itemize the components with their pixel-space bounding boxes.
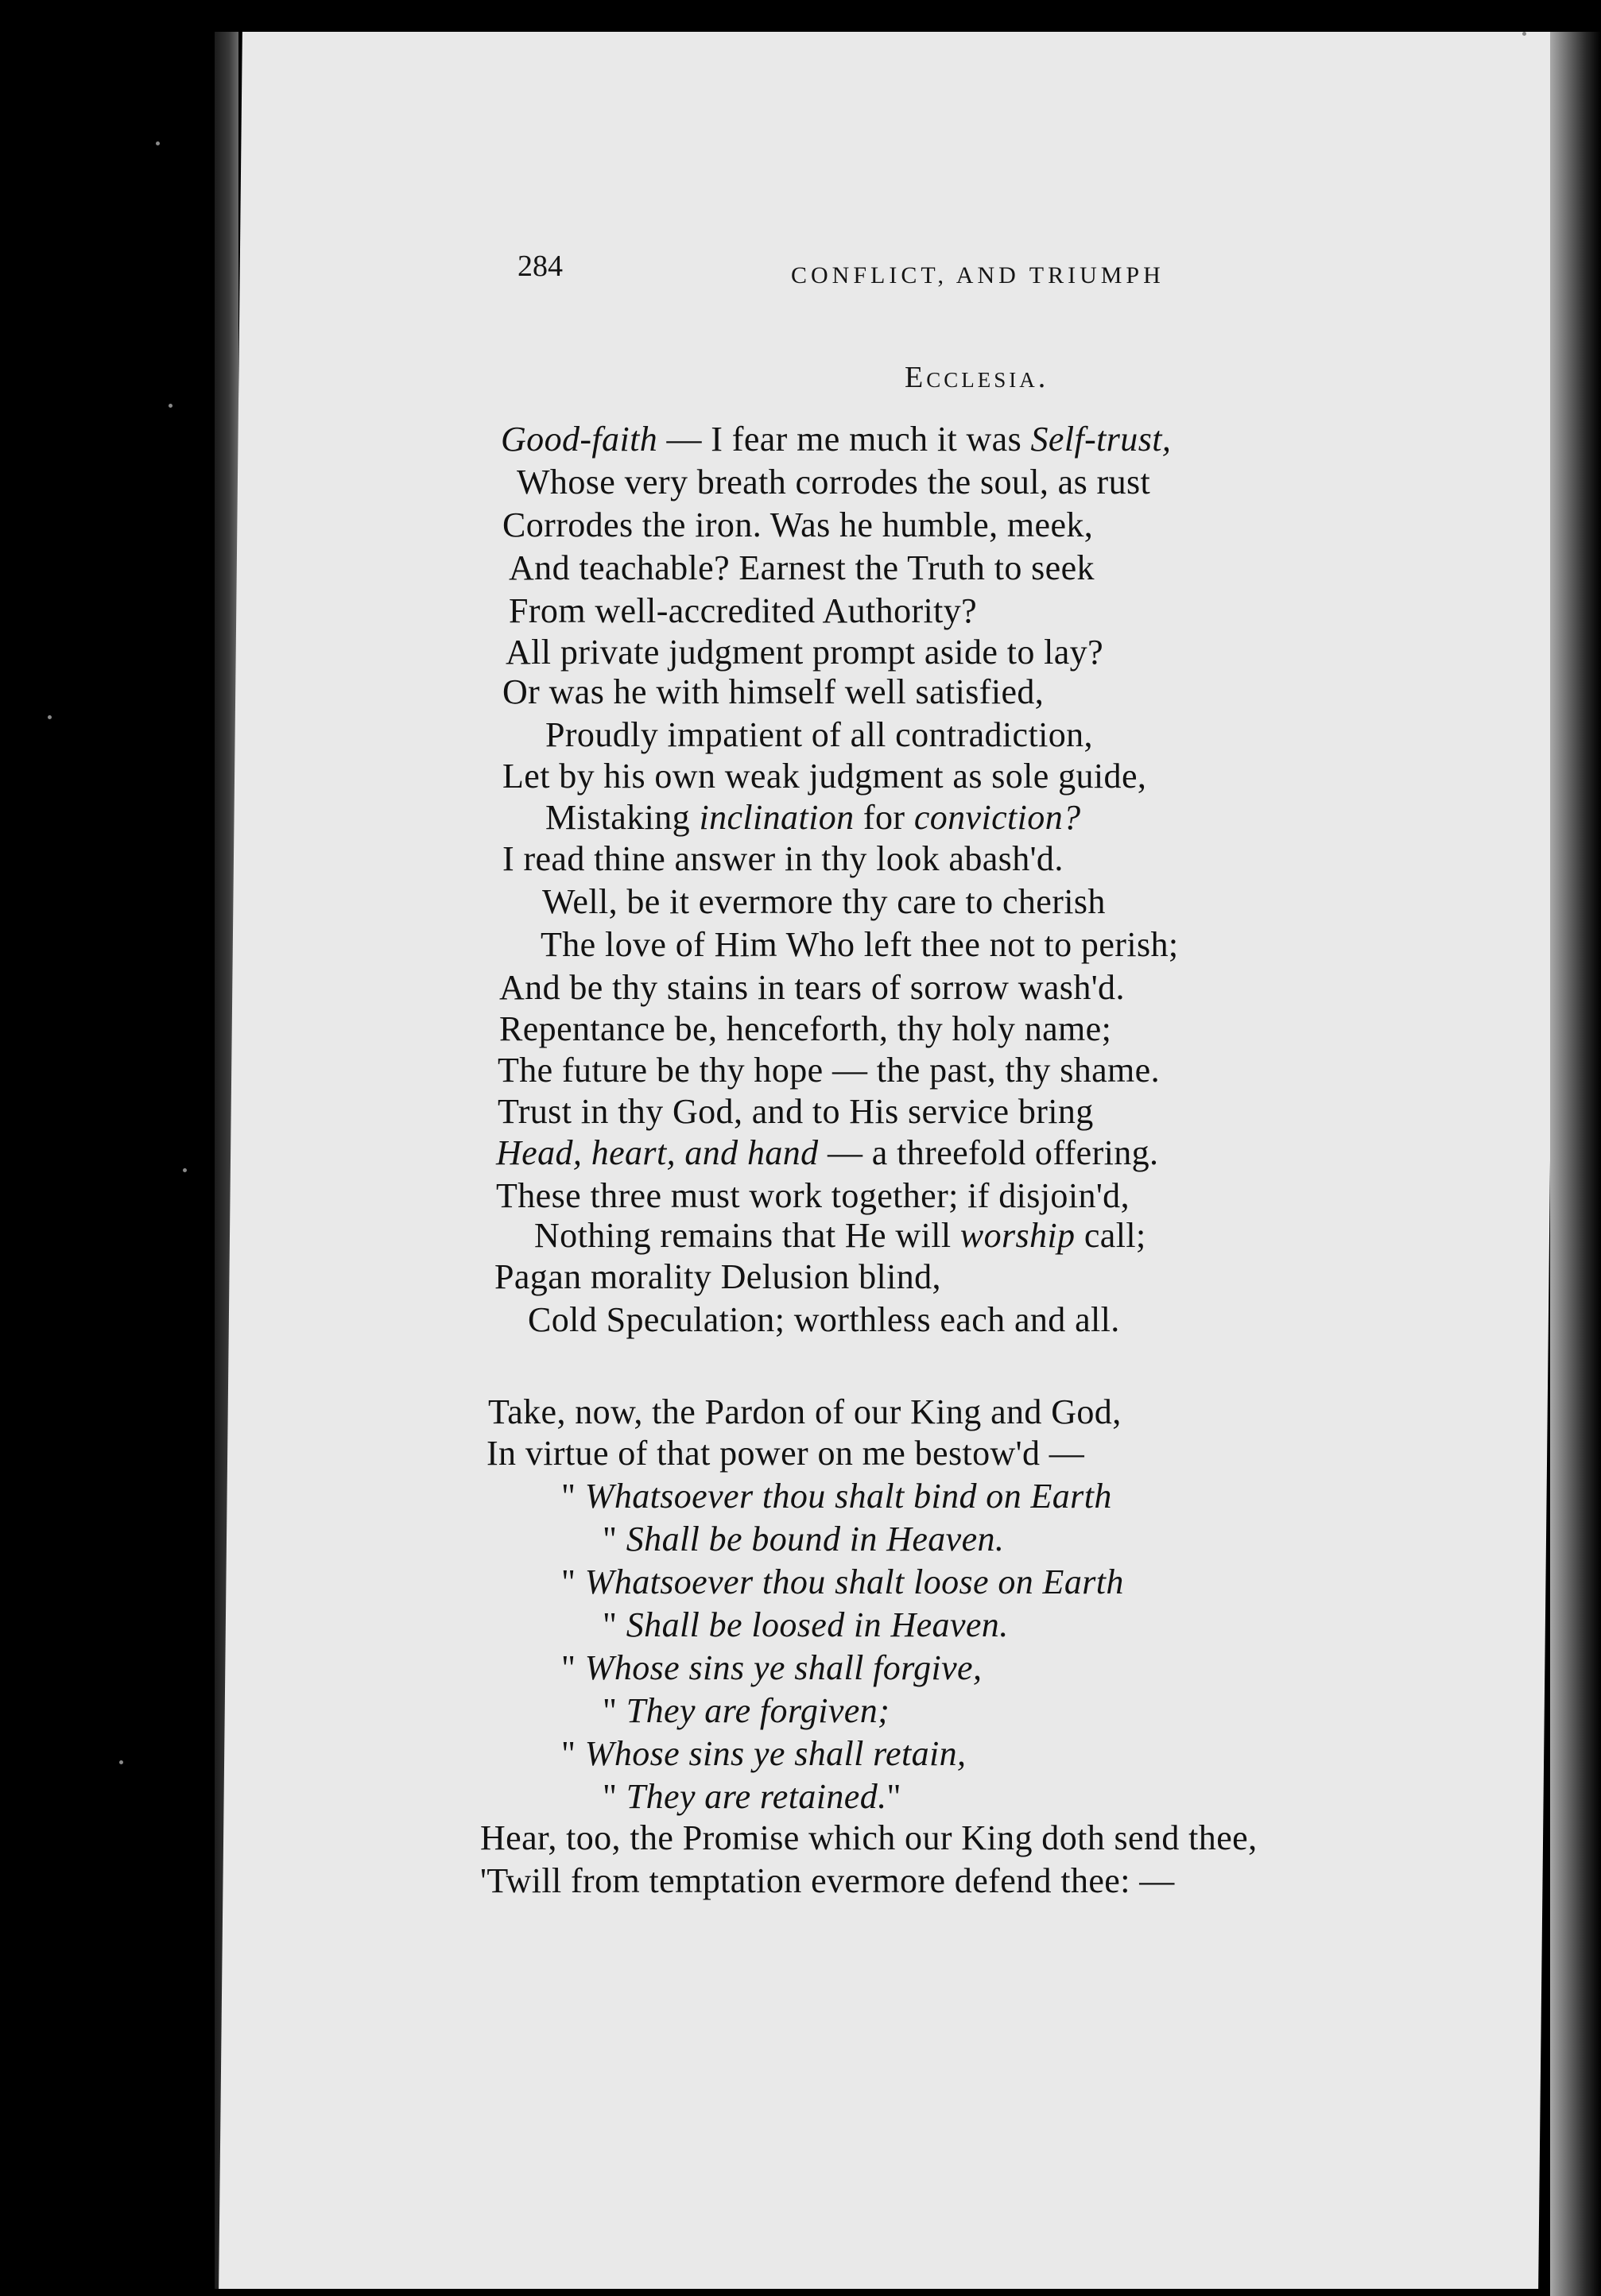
italic-text: Whose sins ye shall retain, bbox=[584, 1734, 967, 1773]
italic-text: They are forgiven; bbox=[626, 1691, 890, 1730]
roman-text: " bbox=[603, 1605, 626, 1644]
roman-text: Repentance be, henceforth, thy holy name; bbox=[499, 1009, 1112, 1048]
italic-text: Shall be loosed in Heaven. bbox=[626, 1605, 1009, 1644]
roman-text: " bbox=[886, 1777, 901, 1816]
roman-text: And be thy stains in tears of sorrow wash'd. bbox=[499, 968, 1125, 1007]
verse-line bbox=[603, 1605, 1009, 1645]
roman-text: The love of Him Who left thee not to perish; bbox=[541, 925, 1179, 964]
verse-line bbox=[496, 1176, 1130, 1216]
verse-line bbox=[541, 925, 1179, 965]
roman-text: Let by his own weak judgment as sole guide, bbox=[502, 757, 1147, 796]
verse-line bbox=[498, 1051, 1160, 1090]
roman-text: Well, be it evermore thy care to cherish bbox=[542, 882, 1106, 921]
roman-text: I read thine answer in thy look abash'd. bbox=[502, 839, 1064, 878]
roman-text: Trust in thy God, and to His service bring bbox=[498, 1092, 1094, 1131]
verse-line bbox=[499, 968, 1125, 1008]
italic-text: worship bbox=[959, 1216, 1076, 1255]
verse-line bbox=[561, 1562, 1124, 1602]
verse-line bbox=[603, 1520, 1004, 1559]
italic-text: They are retained. bbox=[626, 1777, 887, 1816]
verse-line bbox=[528, 1300, 1120, 1340]
roman-text: Take, now, the Pardon of our King and God, bbox=[488, 1392, 1122, 1431]
verse-line bbox=[498, 1092, 1094, 1132]
verse-line bbox=[502, 757, 1146, 796]
verse-line bbox=[502, 672, 1044, 712]
roman-text: From well-accredited Authority? bbox=[509, 591, 978, 630]
verse-line bbox=[561, 1648, 982, 1688]
verse-line bbox=[480, 1818, 1257, 1858]
roman-text: " bbox=[603, 1520, 626, 1558]
roman-text: Hear, too, the Promise which our King doth send thee, bbox=[480, 1818, 1258, 1857]
verse-line bbox=[603, 1777, 901, 1817]
roman-text: Proudly impatient of all contradiction, bbox=[545, 715, 1093, 754]
roman-text: All private judgment prompt aside to lay? bbox=[506, 633, 1104, 672]
roman-text: " bbox=[603, 1777, 626, 1816]
roman-text: Whose very breath corrodes the soul, as rust bbox=[517, 463, 1151, 501]
roman-text: — I fear me much it was bbox=[657, 420, 1031, 459]
italic-text: Whatsoever thou shalt loose on Earth bbox=[584, 1562, 1124, 1601]
roman-text: Pagan morality Delusion blind, bbox=[494, 1257, 941, 1296]
verse-line bbox=[488, 1392, 1122, 1432]
italic-text: Good-faith bbox=[501, 420, 658, 459]
italic-text: Self-trust, bbox=[1030, 420, 1172, 459]
verse-line bbox=[603, 1691, 890, 1731]
roman-text: Or was he with himself well satisfied, bbox=[502, 672, 1045, 711]
verse-line bbox=[545, 715, 1093, 755]
roman-text: " bbox=[603, 1691, 626, 1730]
italic-text: conviction? bbox=[913, 798, 1081, 837]
italic-text: Shall be bound in Heaven. bbox=[626, 1520, 1005, 1558]
verse-line bbox=[509, 548, 1095, 588]
verse-line bbox=[561, 1734, 966, 1774]
roman-text: — a threefold offering. bbox=[818, 1133, 1159, 1172]
roman-text: Cold Speculation; worthless each and all. bbox=[528, 1300, 1120, 1339]
verse-line bbox=[494, 1257, 941, 1297]
italic-text: Whose sins ye shall forgive, bbox=[584, 1648, 983, 1687]
page-number: 284 bbox=[518, 250, 563, 283]
roman-text: 'Twill from temptation evermore defend thee: — bbox=[480, 1861, 1175, 1900]
verse-line bbox=[496, 1133, 1158, 1173]
verse-line bbox=[502, 505, 1093, 545]
roman-text: " bbox=[561, 1477, 585, 1516]
verse-line bbox=[561, 1477, 1112, 1516]
verse-line bbox=[487, 1434, 1084, 1473]
roman-text: " bbox=[561, 1734, 585, 1773]
verse-line bbox=[506, 633, 1103, 672]
verse-line bbox=[502, 839, 1064, 879]
roman-text: Nothing remains that He will bbox=[534, 1216, 960, 1255]
italic-text: Head, heart, and hand bbox=[496, 1133, 819, 1172]
verse-line bbox=[501, 420, 1171, 459]
verse-line bbox=[509, 591, 977, 631]
roman-text: Corrodes the iron. Was he humble, meek, bbox=[502, 505, 1094, 544]
verse-line bbox=[517, 463, 1150, 502]
italic-text: Whatsoever thou shalt bind on Earth bbox=[584, 1477, 1112, 1516]
roman-text: Mistaking bbox=[545, 798, 700, 837]
verse-line bbox=[545, 798, 1081, 838]
italic-text: inclination bbox=[699, 798, 855, 837]
verse-line bbox=[499, 1009, 1111, 1049]
roman-text: call; bbox=[1075, 1216, 1146, 1255]
roman-text: " bbox=[561, 1562, 585, 1601]
verse-line bbox=[480, 1861, 1175, 1901]
section-title: Ecclesia. bbox=[905, 361, 1049, 394]
roman-text: And teachable? Earnest the Truth to seek bbox=[509, 548, 1095, 587]
roman-text: In virtue of that power on me bestow'd — bbox=[487, 1434, 1085, 1473]
roman-text: " bbox=[561, 1648, 585, 1687]
roman-text: for bbox=[854, 798, 914, 837]
roman-text: These three must work together; if disjoin'd, bbox=[496, 1176, 1130, 1215]
running-head: CONFLICT, AND TRIUMPH bbox=[791, 262, 1165, 288]
verse-line bbox=[542, 882, 1106, 922]
verse-line bbox=[534, 1216, 1146, 1256]
roman-text: The future be thy hope — the past, thy shame. bbox=[498, 1051, 1161, 1090]
